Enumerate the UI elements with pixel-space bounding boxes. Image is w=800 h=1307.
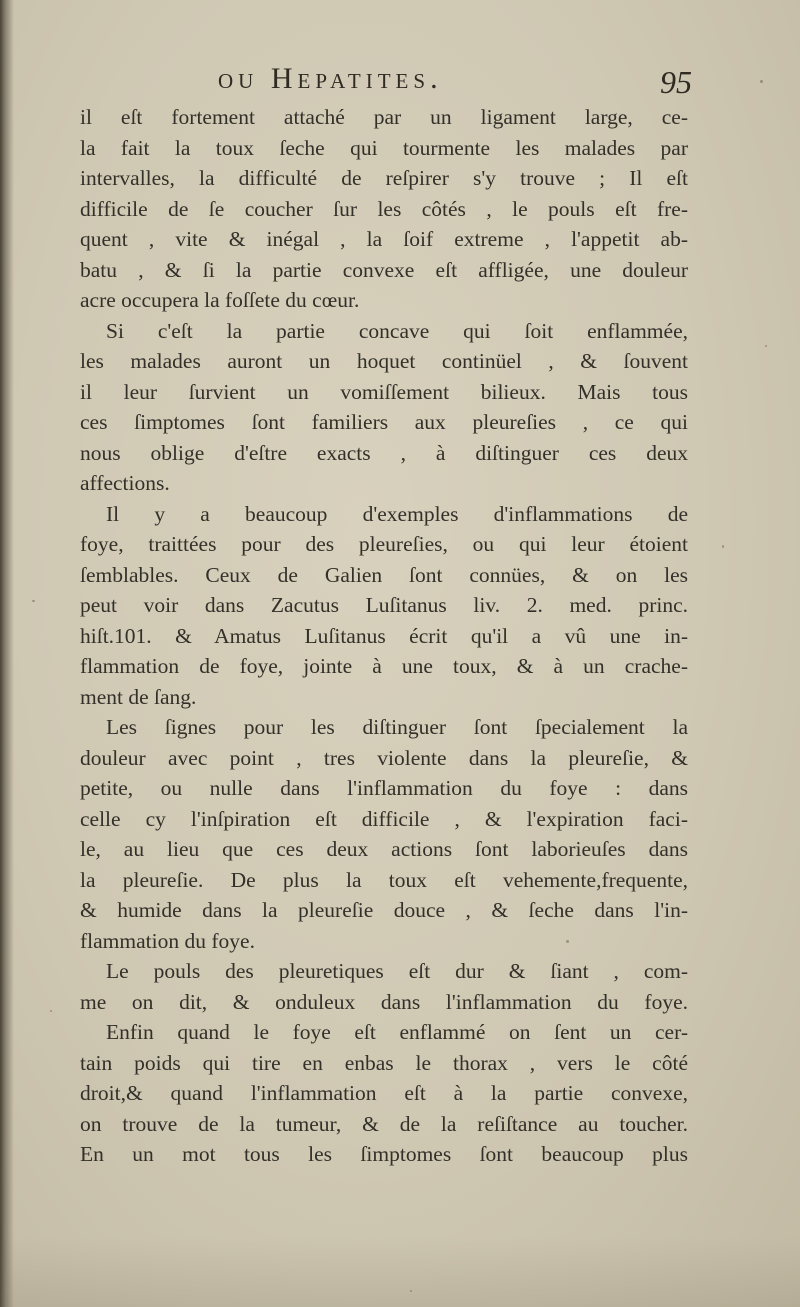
text-line: & humide dans la pleureſie douce , & ſeche dans l'in- (80, 898, 688, 922)
text-line: foye, traittées pour des pleureſies, ou qui leur étoient (80, 532, 688, 556)
text-line: ſemblables. Ceux de Galien ſont connües, & on les (80, 562, 688, 587)
text-line: flammation du foye. (80, 928, 255, 953)
text-line: peut voir dans Zacutus Luſitanus liv. 2. med. princ. (80, 593, 688, 617)
text-line: nous oblige d'eſtre exacts , à diſtinguer ces deux (80, 440, 688, 465)
text-line: Enfin quand le foye eſt enflammé on ſent un cer- (106, 1020, 688, 1044)
text-line: Les ſignes pour les diſtinguer ſont ſpecialement la (106, 715, 688, 739)
text-line: celle cy l'inſpiration eſt difficile , & l'expiration faci- (80, 806, 688, 831)
text-line: la fait la toux ſeche qui tourmente les malades par (80, 135, 688, 160)
binding-shadow (0, 0, 14, 1307)
text-line: il eſt fortement attaché par un ligament large, ce- (80, 105, 688, 129)
page-bottom-shade (0, 1237, 800, 1307)
text-line: tain poids qui tire en enbas le thorax , vers le côté (80, 1050, 688, 1075)
page-number: 95 (660, 64, 692, 100)
text-line: Si c'eſt la partie concave qui ſoit enflammée, (106, 318, 688, 343)
text-line: me on dit, & onduleux dans l'inflammation du foye. (80, 989, 688, 1014)
text-line: ment de ſang. (80, 684, 197, 709)
text-line: il leur ſurvient un vomiſſement bilieux. Mais tous (80, 379, 688, 404)
text-line: difficile de ſe coucher ſur les côtés , le pouls eſt fre- (80, 196, 688, 221)
text-line: la pleureſie. De plus la toux eſt vehemente,frequente, (80, 867, 688, 892)
text-line: quent , vite & inégal , la ſoif extreme , l'appetit ab- (80, 227, 688, 251)
text-line: douleur avec point , tres violente dans la pleureſie, & (80, 745, 688, 770)
text-line: flammation de foye, jointe à une toux, & à un crache- (80, 654, 688, 678)
text-line: on trouve de la tumeur, & de la reſiſtance au toucher. (80, 1111, 688, 1136)
text-line: Le pouls des pleuretiques eſt dur & ſiant , com- (106, 959, 688, 983)
text-line: les malades auront un hoquet continüel , & ſouvent (80, 349, 688, 373)
text-line: acre occupera la foſſete du cœur. (80, 288, 360, 312)
text-line: En un mot tous les ſimptomes ſont beaucoup plus (80, 1142, 688, 1166)
running-head (80, 62, 700, 102)
text-line: batu , & ſi la partie convexe eſt affligée, une douleur (80, 257, 688, 282)
text-line: intervalles, la difficulté de reſpirer s'y trouve ; Il eſt (80, 166, 688, 190)
text-line: Il y a beaucoup d'exemples d'inflammations de (106, 501, 688, 526)
text-line: affections. (80, 471, 170, 495)
text-line: le, au lieu que ces deux actions ſont laborieuſes dans (80, 837, 688, 861)
running-title: ou Hepatites. (218, 62, 443, 95)
text-line: droit,& quand l'inflammation eſt à la partie convexe, (80, 1081, 688, 1105)
text-line: petite, ou nulle dans l'inflammation du foye : dans (80, 776, 688, 800)
text-line: ces ſimptomes ſont familiers aux pleureſies , ce qui (80, 410, 688, 434)
text-line: hiſt.101. & Amatus Luſitanus écrit qu'il a vû une in- (80, 623, 688, 648)
body-text (80, 102, 688, 1170)
